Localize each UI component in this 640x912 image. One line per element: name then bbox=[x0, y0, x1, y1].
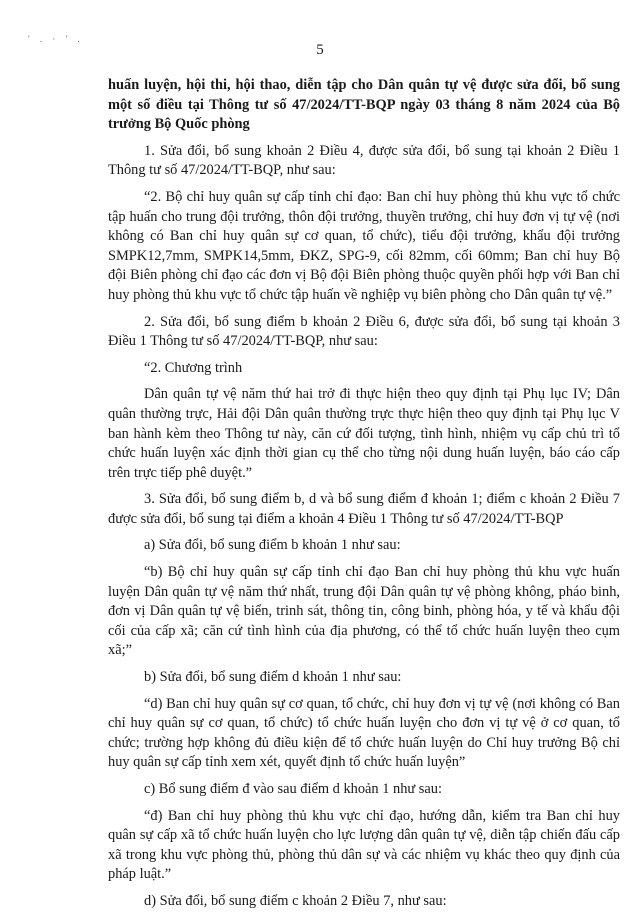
document-body bbox=[108, 76, 620, 912]
paragraph: 3. Sửa đổi, bổ sung điểm b, d và bổ sung điểm đ khoản 1; điểm c khoản 2 Điều 7 được sửa đổi, bổ sung tại điểm a khoản 4 Điều 1 Thông tư số 47/2024/TT-BQP bbox=[108, 491, 620, 527]
paragraph: “b) Bộ chỉ huy quân sự cấp tỉnh chỉ đạo Ban chỉ huy phòng thủ khu vực huấn luyện Dân quân tự vệ năm thứ nhất, trung đội Dân quân tự vệ phòng không, pháo binh, đơn vị Dân quân tự vệ biển, trinh sát, thông tin, công binh, phòng hóa, y tế và khẩu đội cối của cấp xã; căn cứ tình hình của địa phương, có thể tổ chức huấn luyện theo cụm xã;” bbox=[108, 564, 620, 659]
paragraph: b) Sửa đổi, bổ sung điểm d khoản 1 như sau: bbox=[144, 669, 402, 686]
paragraph: Dân quân tự vệ năm thứ hai trở đi thực hiện theo quy định tại Phụ lục IV; Dân quân thường trực, Hải đội Dân quân thường trực thực hiện theo quy định tại Phụ lục V ban hành kèm theo Thông tư này, căn cứ đối tượng, tình hình, nhiệm vụ cấp chủ trì tổ chức huấn luyện xác định thời gian cụ thể cho từng nội dung huấn luyện, báo cáo cấp trên trực tiếp phê duyệt.” bbox=[108, 386, 620, 481]
paragraph: 1. Sửa đổi, bổ sung khoản 2 Điều 4, được sửa đổi, bổ sung tại khoản 2 Điều 1 Thông tư số 47/2024/TT-BQP, như sau: bbox=[108, 142, 620, 179]
paragraph: a) Sửa đổi, bổ sung điểm b khoản 1 như sau: bbox=[144, 537, 401, 554]
paragraph: “đ) Ban chỉ huy phòng thủ khu vực chỉ đạo, hướng dẫn, kiểm tra Ban chỉ huy quân sự cấp xã tổ chức huấn luyện cho lực lượng dân quân tự vệ, diễn tập chiến đấu cấp xã trong khu vực phòng thủ, phòng thủ dân sự và các nhiệm vụ khác theo quy định của pháp luật.” bbox=[108, 807, 620, 883]
paragraph: 2. Sửa đổi, bổ sung điểm b khoản 2 Điều 6, được sửa đổi, bổ sung tại khoản 3 Điều 1 Thông tư số 47/2024/TT-BQP, như sau: bbox=[108, 313, 620, 350]
paragraph: d) Sửa đổi, bổ sung điểm c khoản 2 Điều 7, như sau: bbox=[144, 892, 447, 909]
paragraph: “2. Bộ chỉ huy quân sự cấp tỉnh chỉ đạo: Ban chỉ huy phòng thủ khu vực tổ chức tập huấn cho trung đội trưởng, thôn đội trưởng, thuyền trưởng, chỉ huy đơn vị tự vệ (nơi không có Ban chỉ huy quân sự cơ quan, tổ chức), tiểu đội trưởng, khẩu đội trưởng SMPK12,7mm, SMPK14,5mm, ĐKZ, SPG-9, cối 82mm, cối 60mm; Ban chỉ huy Bộ đội Biên phòng chỉ đạo các đơn vị Bộ đội Biên phòng thuộc quyền phối hợp với Ban chỉ huy phòng thủ khu vực tổ chức tập huấn về nghiệp vụ biên phòng cho Dân quân tự vệ.” bbox=[108, 188, 620, 303]
section-heading: huấn luyện, hội thi, hội thao, diễn tập cho Dân quân tự vệ được sửa đổi, bổ sung một số điều tại Thông tư số 47/2024/TT-BQP ngày 03 tháng 8 năm 2024 của Bộ trưởng Bộ Quốc phòng bbox=[108, 77, 620, 133]
scan-specks: ' . · ' . bbox=[28, 34, 84, 44]
page-number: 5 bbox=[316, 42, 324, 58]
paragraph: “d) Ban chỉ huy quân sự cơ quan, tổ chức, chỉ huy đơn vị tự vệ (nơi không có Ban chỉ huy quân sự cơ quan, tổ chức) tổ chức huấn luyện cho đơn vị tự vệ ở cơ quan, tổ chức; trường hợp không đủ điều kiện để tổ chức huấn luyện do Chỉ huy trưởng Bộ chỉ huy quân sự cấp tỉnh xem xét, quyết định tổ chức huấn luyện” bbox=[108, 695, 620, 771]
paragraph: c) Bổ sung điểm đ vào sau điểm d khoản 1 như sau: bbox=[144, 781, 442, 797]
paragraph: “2. Chương trình bbox=[144, 359, 243, 376]
